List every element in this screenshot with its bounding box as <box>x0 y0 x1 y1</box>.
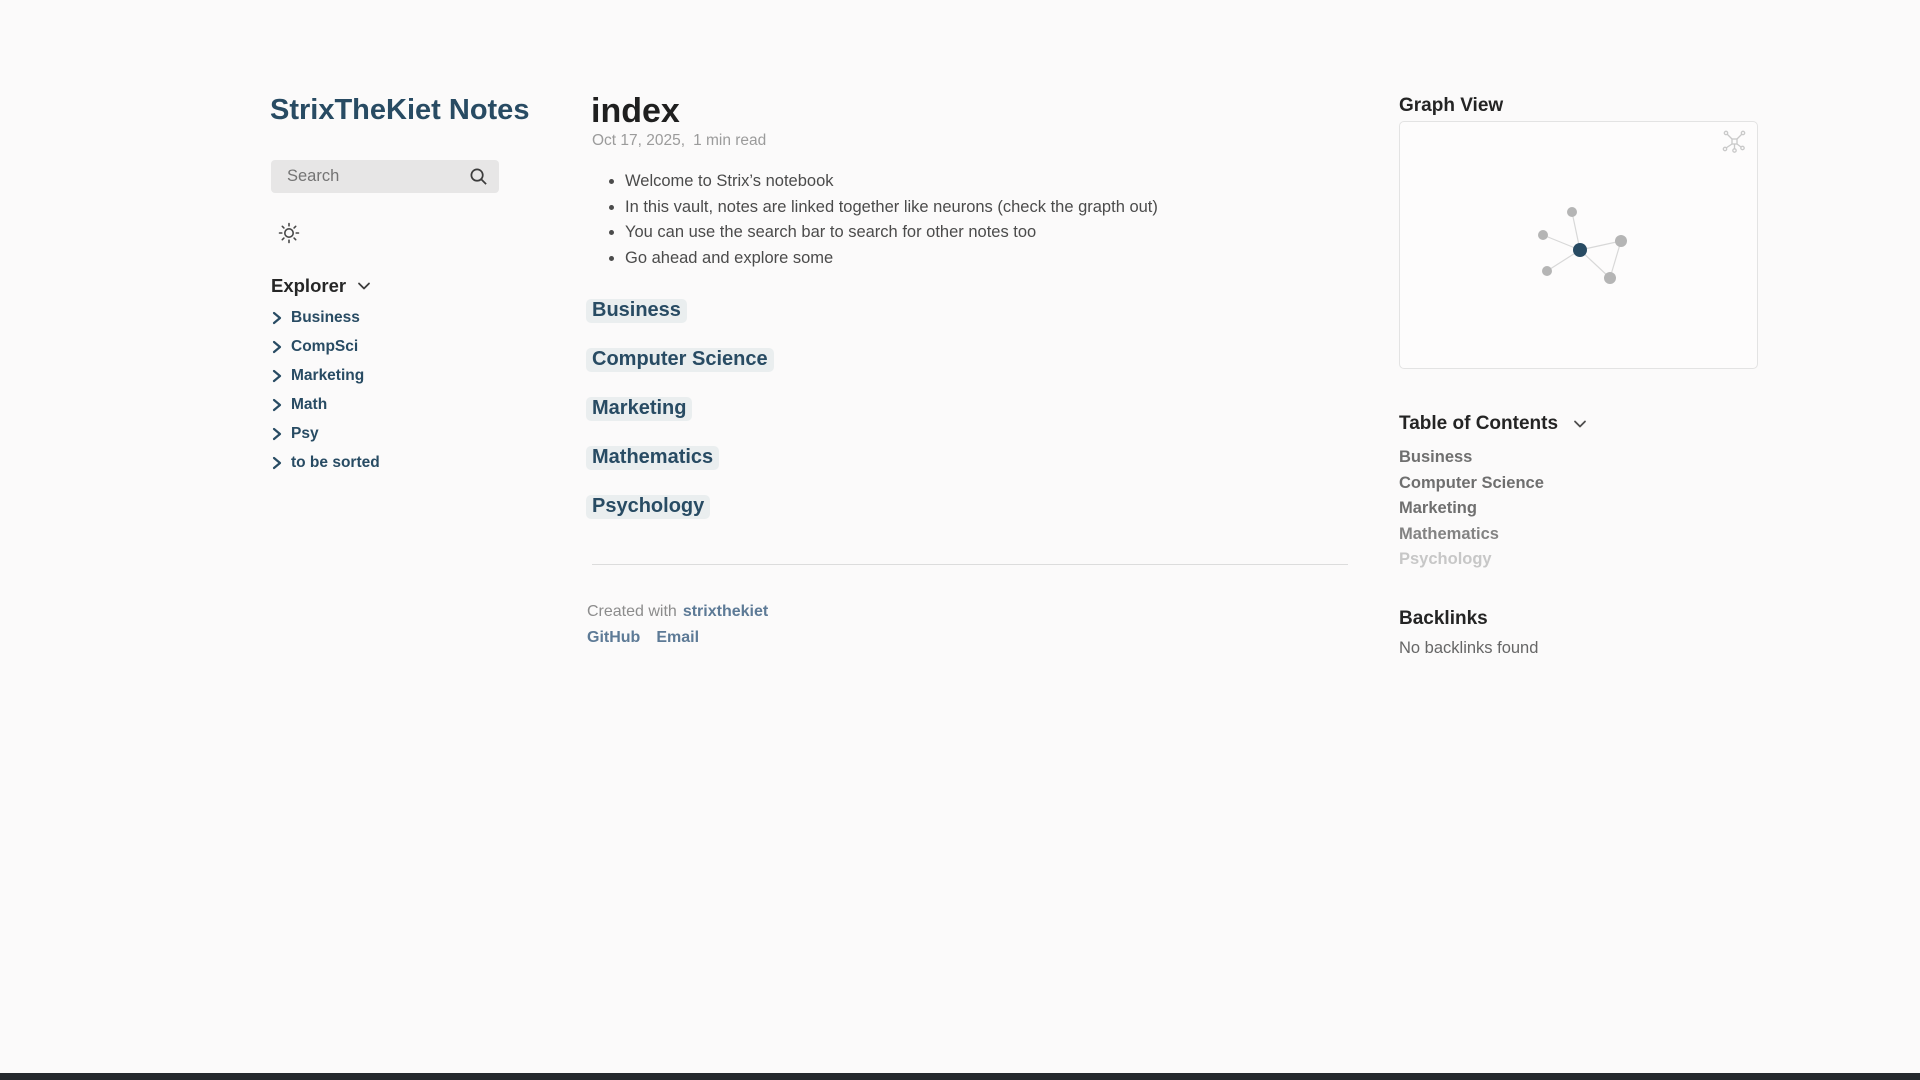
toc-link-mathematics[interactable]: Mathematics <box>1399 524 1499 543</box>
folder-item-marketing[interactable] <box>271 361 380 390</box>
article-meta <box>592 132 766 150</box>
chevron-down-icon <box>356 278 372 294</box>
graph-node[interactable] <box>1538 230 1548 240</box>
folder-item-business[interactable] <box>271 303 380 332</box>
search-placeholder: Search <box>287 167 340 185</box>
list-item: • Go ahead and explore some <box>625 246 1352 272</box>
graph-canvas[interactable] <box>1400 122 1757 368</box>
search-icon <box>469 167 488 186</box>
graph-node[interactable] <box>1615 235 1627 247</box>
toc-link-psychology[interactable]: Psychology <box>1399 550 1492 569</box>
folder-item-math[interactable] <box>271 390 380 419</box>
list-item: • In this vault, notes are linked together like neurons (check the grapth out) <box>625 195 1352 221</box>
sun-icon <box>277 221 301 245</box>
section-heading <box>592 348 774 369</box>
backlinks-heading: Backlinks <box>1399 608 1488 629</box>
folder-label: Math <box>291 395 328 413</box>
folder-label: to be sorted <box>291 453 380 471</box>
note-link-computer-science[interactable]: Computer Science <box>586 348 774 372</box>
theme-toggle-button[interactable] <box>277 219 305 247</box>
graph-node-active[interactable] <box>1573 243 1587 257</box>
list-item: • You can use the search bar to search for other notes too <box>625 220 1352 246</box>
chevron-down-icon <box>1572 416 1588 432</box>
site-title-link[interactable]: StrixTheKiet Notes <box>270 94 530 126</box>
toc-link-computer-science[interactable]: Computer Science <box>1399 473 1544 492</box>
explorer-toggle[interactable] <box>271 275 372 297</box>
folder-label: Marketing <box>291 366 365 384</box>
global-graph-icon <box>1722 130 1746 154</box>
note-link-psychology[interactable]: Psychology <box>586 495 710 519</box>
expand-graph-button[interactable] <box>1722 129 1748 155</box>
toc-item <box>1399 522 1544 548</box>
toc-list <box>1399 445 1544 573</box>
chevron-right-icon <box>271 456 283 470</box>
section-heading <box>592 299 774 320</box>
toc-toggle[interactable] <box>1399 413 1588 435</box>
chevron-right-icon <box>271 311 283 325</box>
folder-item-psy[interactable] <box>271 419 380 448</box>
graph-node[interactable] <box>1542 266 1552 276</box>
backlinks-empty-message: No backlinks found <box>1399 639 1539 657</box>
toc-heading: Table of Contents <box>1399 413 1559 434</box>
footer-credit <box>587 603 768 621</box>
read-time: 1 min read <box>693 132 767 149</box>
note-link-mathematics[interactable]: Mathematics <box>586 446 719 470</box>
toc-item <box>1399 547 1544 573</box>
graph-view-heading: Graph View <box>1399 95 1504 116</box>
footer-credit-text: Created with <box>587 603 677 620</box>
chevron-right-icon <box>271 427 283 441</box>
graph-node[interactable] <box>1567 207 1577 217</box>
chevron-right-icon <box>271 398 283 412</box>
folder-item-to-be-sorted[interactable] <box>271 448 380 477</box>
footer-links <box>587 629 699 647</box>
github-link[interactable]: GitHub <box>587 629 641 646</box>
generator-link[interactable]: strixthekiet <box>682 603 769 620</box>
chevron-right-icon <box>271 340 283 354</box>
search-bar[interactable] <box>271 160 499 193</box>
explorer-heading: Explorer <box>271 275 347 296</box>
graph-panel[interactable] <box>1399 121 1758 369</box>
toc-link-business[interactable]: Business <box>1399 448 1473 466</box>
email-link[interactable]: Email <box>656 629 700 646</box>
list-item: • Welcome to Strix’s notebook <box>625 169 1352 195</box>
folder-label: Business <box>291 308 360 326</box>
graph-node[interactable] <box>1604 272 1616 284</box>
toc-link-marketing[interactable]: Marketing <box>1399 499 1477 518</box>
note-link-business[interactable]: Business <box>586 299 687 323</box>
footer-divider <box>592 564 1348 565</box>
toc-item <box>1399 471 1544 497</box>
toc-item <box>1399 445 1544 471</box>
section-heading <box>592 397 774 418</box>
explorer-folder-list <box>271 303 380 477</box>
section-heading <box>592 495 774 516</box>
folder-label: CompSci <box>291 337 359 355</box>
section-heading <box>592 446 774 467</box>
toc-item <box>1399 496 1544 522</box>
section-link-list <box>592 299 774 544</box>
chevron-right-icon <box>271 369 283 383</box>
article-date: Oct 17, 2025, <box>592 132 686 149</box>
note-link-marketing[interactable]: Marketing <box>586 397 692 421</box>
folder-item-compsci[interactable] <box>271 332 380 361</box>
intro-list <box>592 169 1352 271</box>
bottom-edge-bar <box>0 1073 1920 1080</box>
page-title: index <box>591 92 680 130</box>
folder-label: Psy <box>291 424 319 442</box>
